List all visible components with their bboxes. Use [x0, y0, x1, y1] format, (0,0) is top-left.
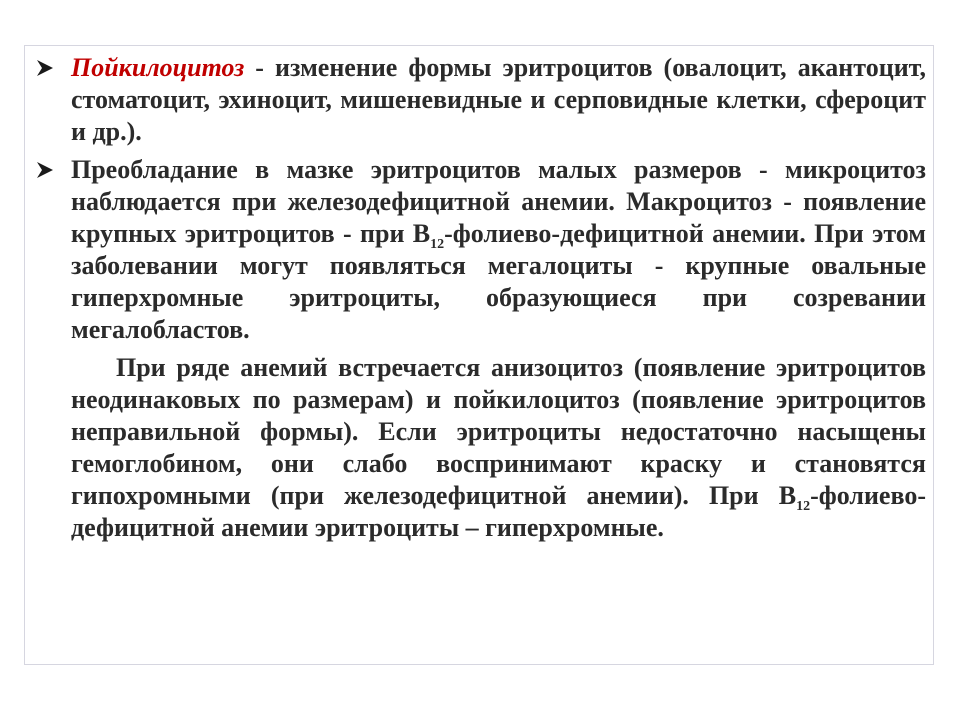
- paragraph-text-part-b: -фолиево-дефицитной анемии эритроциты – гиперхромные.: [71, 481, 926, 542]
- paragraph-anisocytosis: [36, 352, 926, 544]
- slide-content: [36, 52, 926, 544]
- chevron-arrow-icon: [36, 59, 54, 77]
- bullet-poikilocytosis: [36, 52, 926, 148]
- subscript-12: 12: [796, 499, 811, 514]
- bullet-text: - изменение формы эритроцитов (овалоцит, акантоцит, стоматоцит, эхиноцит, мишеневидные и серповидные клетки, сфероцит и др.).: [71, 53, 926, 146]
- bullet-microcytosis: [36, 154, 926, 346]
- bullet-text-part-b: -фолиево-дефицитной анемии. При этом заболевании могут появляться мегалоциты - крупные овальные гиперхромные эритроциты, образующиеся при созревании мегалобластов.: [71, 219, 926, 344]
- paragraph-text-part-a: При ряде анемий встречается анизоцитоз (появление эритроцитов неодинаковых по размерам) и пойкилоцитоз (появление эритроцитов неправильной формы). Если эритроциты недостаточно насыщены гемоглобином, они слабо воспринимают краску и становятся гипохромными (при железодефицитной анемии). При B: [71, 353, 926, 510]
- bullet-text-part-a: Преобладание в мазке эритроцитов малых размеров - микроцитоз наблюдается при железодефицитной анемии. Макроцитоз - появление крупных эритроцитов - при B: [71, 155, 926, 248]
- term-poikilocytosis: Пойкилоцитоз: [71, 53, 245, 82]
- chevron-arrow-icon: [36, 161, 54, 179]
- subscript-12: 12: [430, 237, 445, 252]
